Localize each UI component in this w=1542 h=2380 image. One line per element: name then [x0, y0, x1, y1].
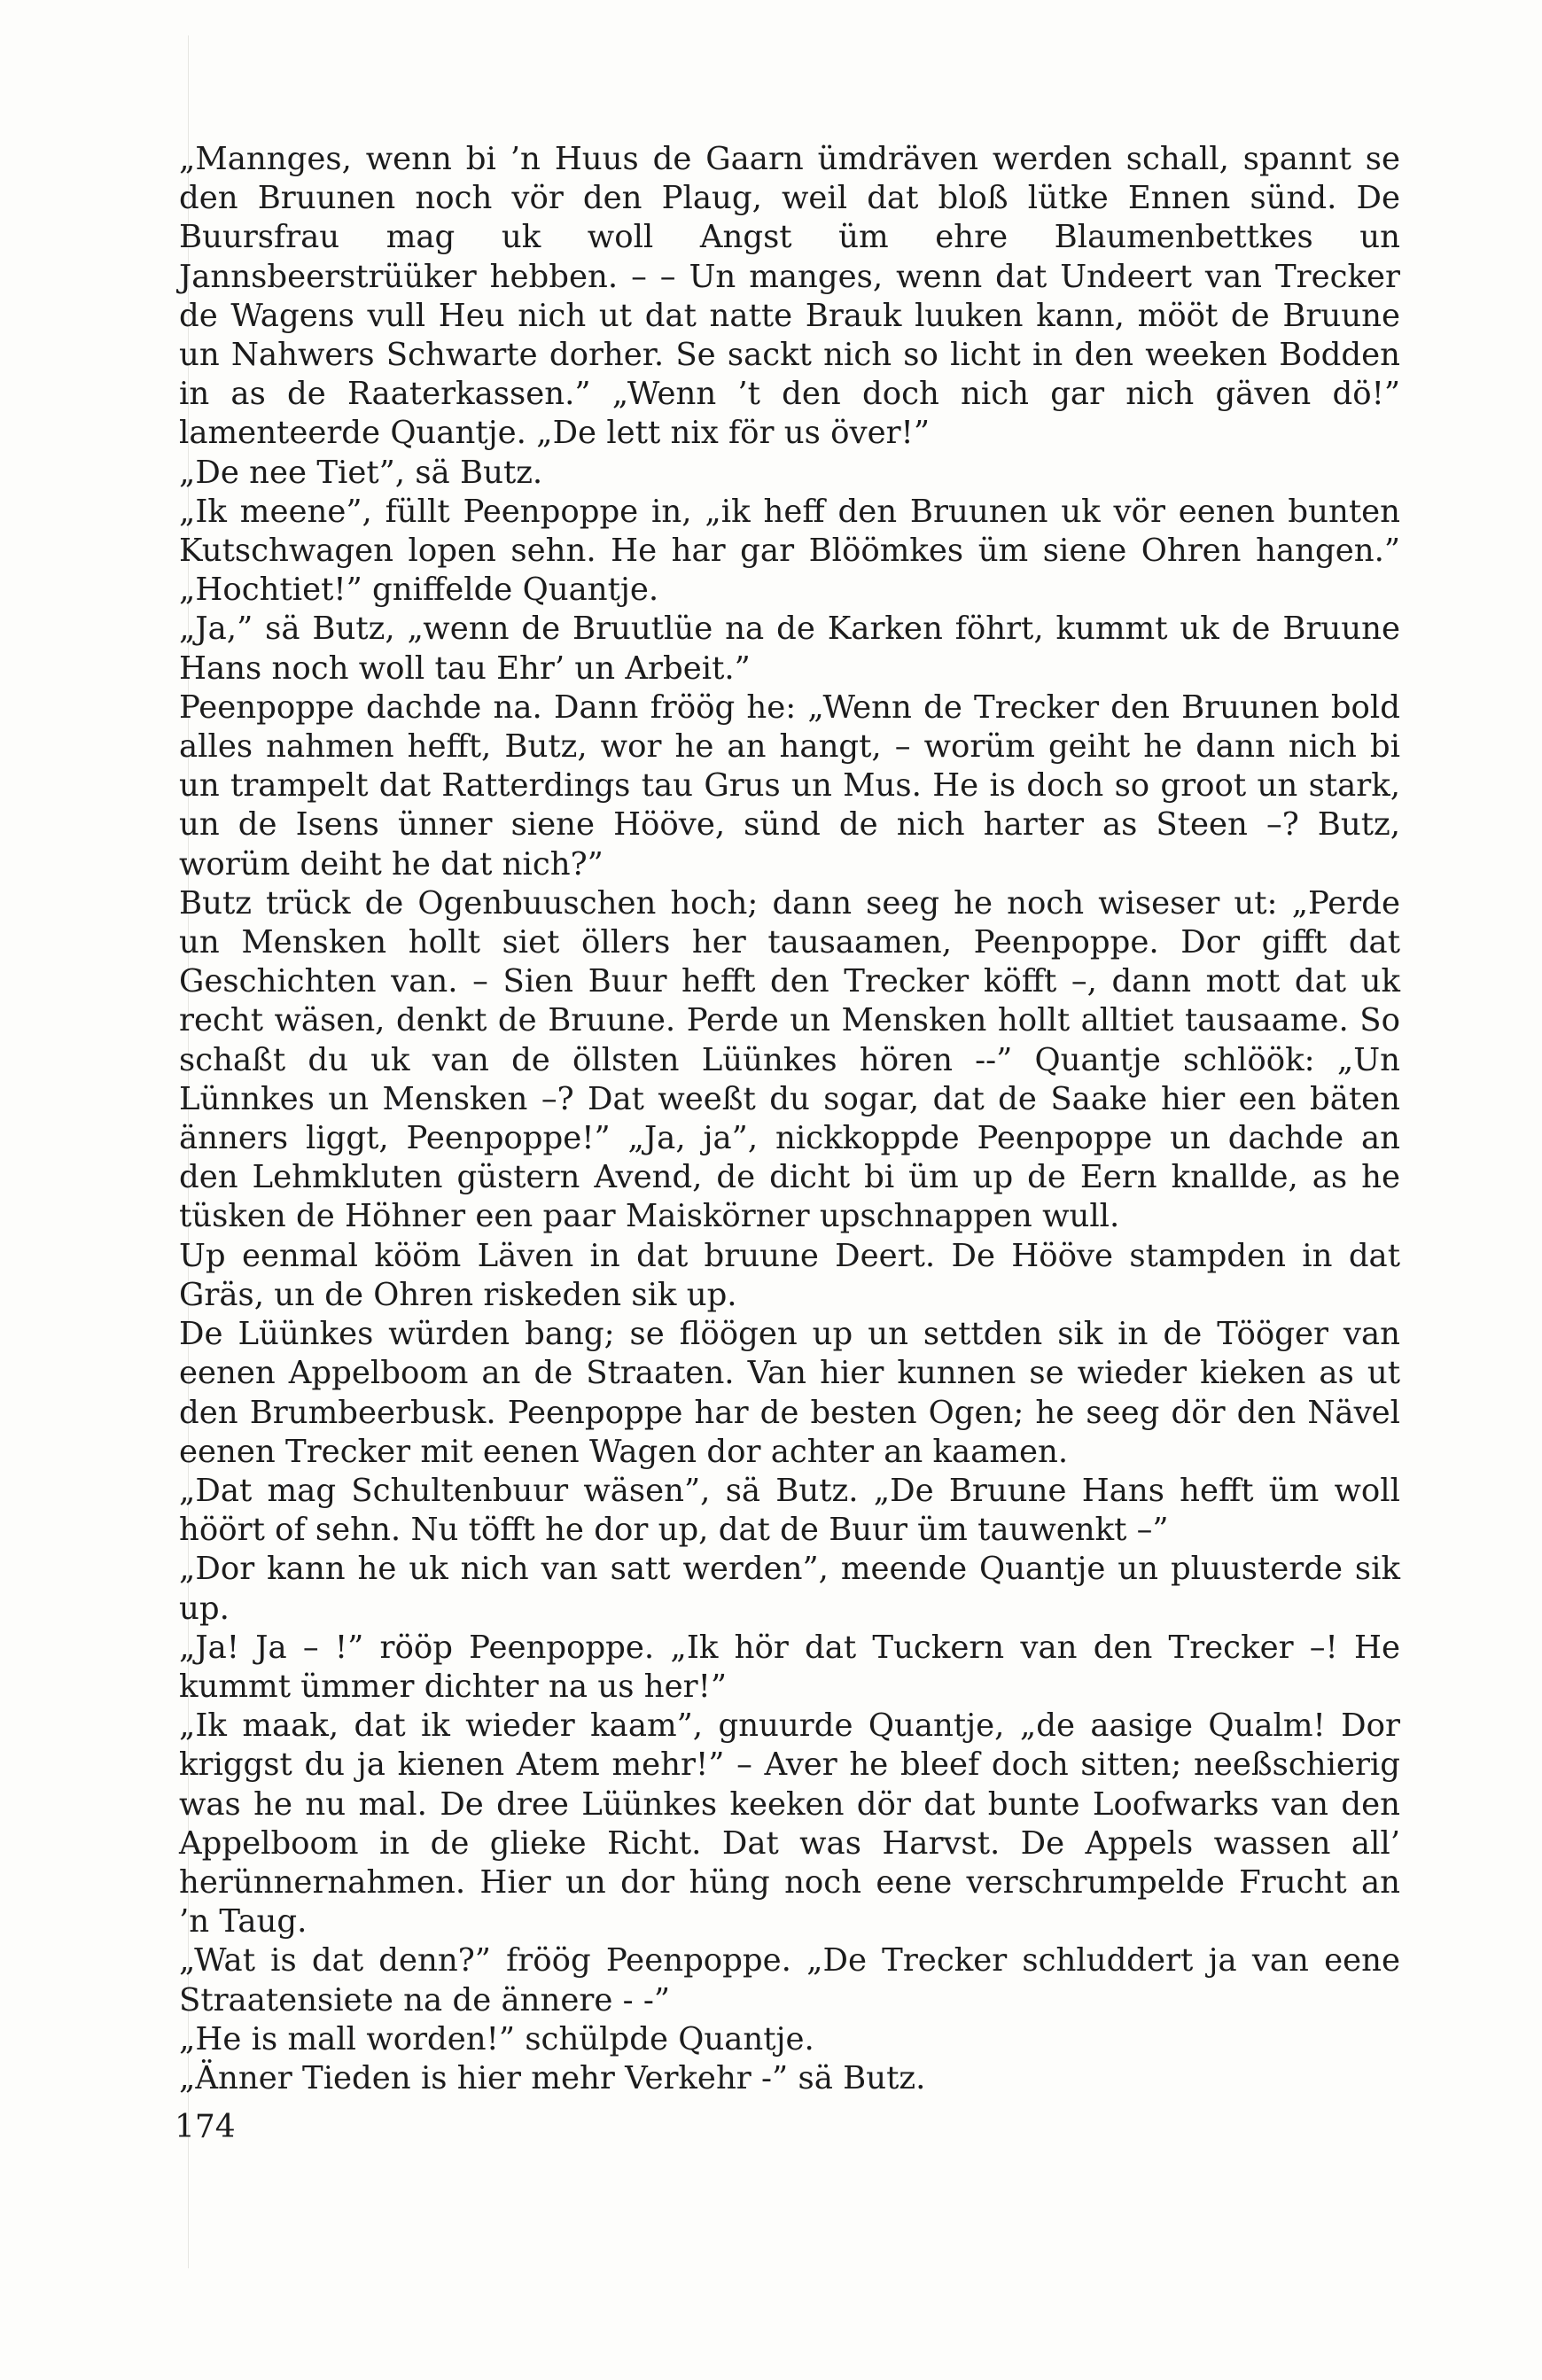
paragraph: „Ja,” sä Butz, „wenn de Bruutlüe na de Karken föhrt, kummt uk de Bruune Hans noch woll tau Ehr’ un Arbeit.”	[179, 611, 1400, 687]
paragraph: „Ik maak, dat ik wieder kaam”, gnuurde Quantje, „de aasige Qualm! Dor kriggst du ja kienen Atem mehr!” – Aver he bleef doch sitten; neeßschierig was he nu mal. De dree Lüünkes keeken dör dat bunte Loofwarks van den Appelboom in de glieke Richt. Dat was Harvst. De Appels wassen all’ herünnernahmen. Hier un dor hüng noch eene verschrumpelde Frucht an ’n Taug.	[179, 1707, 1400, 1941]
paragraph: Peenpoppe dachde na. Dann fröög he: „Wenn de Trecker den Bruunen bold alles nahmen hefft, Butz, wor he an hangt, – worüm geiht he dann nich bi un trampelt dat Ratterdings tau Grus un Mus. He is doch so groot un stark, un de Isens ünner siene Hööve, sünd de nich harter as Steen –? Butz, worüm deiht he dat nich?”	[179, 688, 1400, 883]
paragraph: Up eenmal kööm Läven in dat bruune Deert. De Hööve stampden in dat Gräs, un de Ohren riskeden sik up.	[179, 1237, 1400, 1313]
paragraph: „Dor kann he uk nich van satt werden”, meende Quantje un pluusterde sik up.	[179, 1551, 1400, 1627]
paragraph: De Lüünkes würden bang; se flöögen up un settden sik in de Tööger van eenen Appelboom an de Straaten. Van hier kunnen se wieder kieken as ut den Brumbeerbusk. Peenpoppe har de besten Ogen; he seeg dör den Nävel eenen Trecker mit eenen Wagen dor achter an kaamen.	[179, 1316, 1400, 1470]
paragraph: „Dat mag Schultenbuur wäsen”, sä Butz. „De Bruune Hans hefft üm woll höört of sehn. Nu töfft he dor up, dat de Buur üm tauwenkt –”	[179, 1472, 1400, 1549]
paragraph: Butz trück de Ogenbuuschen hoch; dann seeg he noch wiseser ut: „Perde un Mensken hollt siet öllers her tausaamen, Peenpoppe. Dor gifft dat Geschichten van. – Sien Buur hefft den Trecker köfft –, dann mott dat uk recht wäsen, denkt de Bruune. Perde un Mensken hollt alltiet tausaame. So schaßt du uk van de öllsten Lüünkes hören --” Quantje schlöök: „Un Lünnkes un Mensken –? Dat weeßt du sogar, dat de Saake hier een bäten änners liggt, Peenpoppe!” „Ja, ja”, nickkoppde Peenpoppe un dachde an den Lehmkluten güstern Avend, de dicht bi üm up de Eern knallde, as he tüsken de Höhner een paar Maiskörner upschnappen wull.	[179, 884, 1400, 1235]
paragraph: „He is mall worden!” schülpde Quantje.	[179, 2020, 814, 2057]
paragraph: „Wat is dat denn?” fröög Peenpoppe. „De Trecker schluddert ja van eene Straatensiete na de ännere - -”	[179, 1942, 1400, 2018]
paragraph: „Mannges, wenn bi ’n Huus de Gaarn ümdräven werden schall, spannt se den Bruunen noch vör den Plaug, weil dat bloß lütke Ennen sünd. De Buursfrau mag uk woll Angst üm ehre Blaumenbettkes un Jannsbeerstrüüker hebben. – – Un manges, wenn dat Undeert van Trecker de Wagens vull Heu nich ut dat natte Brauk luuken kann, mööt de Bruune un Nahwers Schwarte dorher. Se sackt nich so licht in den weeken Bodden in as de Raaterkassen.” „Wenn ’t den doch nich gar nich gäven dö!” lamenteerde Quantje. „De lett nix för us över!”	[179, 141, 1400, 452]
paragraph: „Ja! Ja – !” rööp Peenpoppe. „Ik hör dat Tuckern van den Trecker –! He kummt ümmer dichter na us her!”	[179, 1629, 1400, 1705]
body-text	[179, 140, 1400, 2098]
paragraph: „Änner Tieden is hier mehr Verkehr -” sä Butz.	[179, 2059, 926, 2096]
page-number: 174	[175, 2109, 236, 2145]
paragraph: „Ik meene”, füllt Peenpoppe in, „ik heff den Bruunen uk vör eenen bunten Kutschwagen lopen sehn. He har gar Blöömkes üm siene Ohren hangen.” „Hochtiet!” gniffelde Quantje.	[179, 493, 1400, 609]
paragraph: „De nee Tiet”, sä Butz.	[179, 454, 543, 491]
